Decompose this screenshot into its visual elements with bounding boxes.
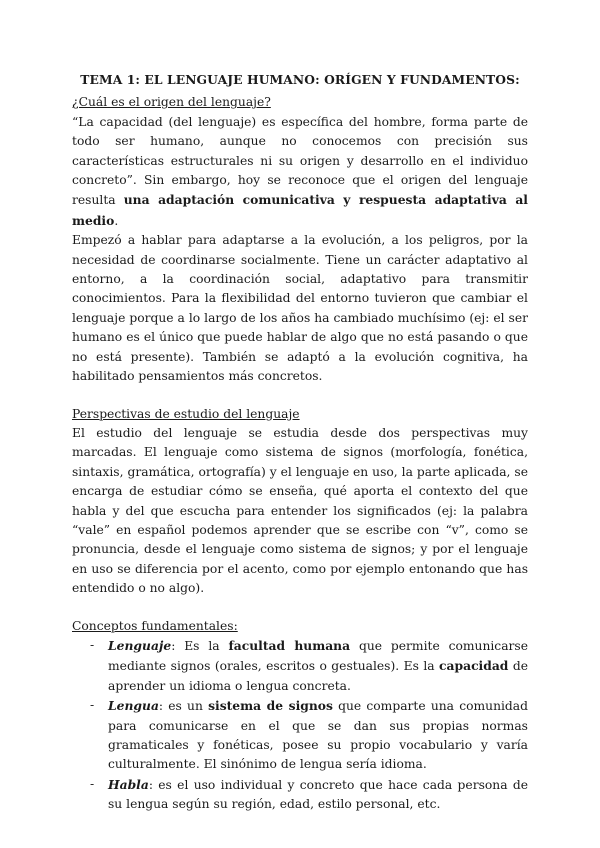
bullet-dash: - — [90, 637, 95, 652]
section-heading-perspectivas: Perspectivas de estudio del lenguaje — [72, 406, 300, 421]
section-heading-origen: ¿Cuál es el origen del lenguaje? — [72, 95, 271, 110]
paragraph-origen-1 — [72, 113, 528, 231]
spacer — [72, 599, 528, 617]
text-span: : es el uso individual y concreto que hace cada persona de su lengua según su región, edad, estilo personal, etc. — [108, 777, 528, 812]
section-heading-conceptos: Conceptos fundamentales: — [72, 618, 238, 633]
bold-text: sistema de signos — [208, 698, 333, 714]
text-span: que comparte una comunidad para comunicarse en el que se dan sus propias normas gramaticales y fonéticas, posee su propio vocabulario y varía culturalmente. El sinónimo de lengua sería idioma. — [108, 699, 528, 772]
text-span: : Es la — [171, 638, 229, 653]
spacer — [72, 387, 528, 405]
concepts-list — [72, 636, 528, 815]
term-label: Lenguaje — [108, 637, 172, 653]
list-item-lengua — [72, 696, 528, 775]
bold-text: capacidad — [439, 658, 509, 674]
text-span: . — [114, 213, 119, 228]
list-item-habla — [72, 775, 528, 815]
page-title: TEMA 1: EL LENGUAJE HUMANO: ORÍGEN Y FUNDAMENTOS: — [80, 72, 520, 87]
term-label: Habla — [108, 776, 149, 792]
bold-text: facultad humana — [228, 637, 351, 653]
paragraph-origen-2: Empezó a hablar para adaptarse a la evolución, a los peligros, por la necesidad de coordinarse socialmente. Tiene un carácter adaptativo al entorno, a la coordinación social, adaptativo para transmitir conocimientos. Para la flexibilidad del entorno tuvieron que cambiar el lenguaje porque a lo largo de los años ha cambiado muchísimo (ej: el ser humano es el único que puede hablar de algo que no está pasando o que no está presente). También se adaptó a la evolución cognitiva, ha habilitado pensamientos más concretos. — [72, 233, 528, 384]
text-span: : es un — [158, 699, 209, 714]
text-span: “La capacidad (del lenguaje) es específica del hombre, forma parte de todo ser humano, aunque no conocemos con precisión sus características estructurales ni su origen y desarrollo en el individuo concreto”. Sin embargo, hoy se reconoce que el origen del lenguaje resulta — [72, 114, 528, 208]
list-item-lenguaje — [72, 636, 528, 696]
text-span: de aprender un idioma o lengua concreta. — [108, 659, 528, 693]
text-span: que permite comunicarse mediante signos (orales, escritos o gestuales). Es la — [108, 638, 528, 674]
term-label: Lengua — [108, 698, 159, 714]
paragraph-perspectivas: El estudio del lenguaje se estudia desde dos perspectivas muy marcadas. El lenguaje como sistema de signos (morfología, fonética, sintaxis, gramática, ortografía) y el lenguaje en uso, la parte aplicada, se encarga de estudiar cómo se enseña, qué aporta el contexto del que habla y del que escucha para entender los significados (ej: la palabra “vale” en español podemos aprender que se escribe con “v”, como se pronuncia, desde el lenguaje como sistema de signos; y por el lenguaje en uso se diferencia por el acento, como por ejemplo entonando que has entendido o no algo). — [72, 425, 528, 596]
bold-text: una adaptación comunicativa y respuesta adaptativa al medio — [72, 192, 528, 228]
bullet-dash: - — [90, 698, 95, 713]
document-body — [72, 70, 528, 815]
bullet-dash: - — [90, 776, 95, 791]
